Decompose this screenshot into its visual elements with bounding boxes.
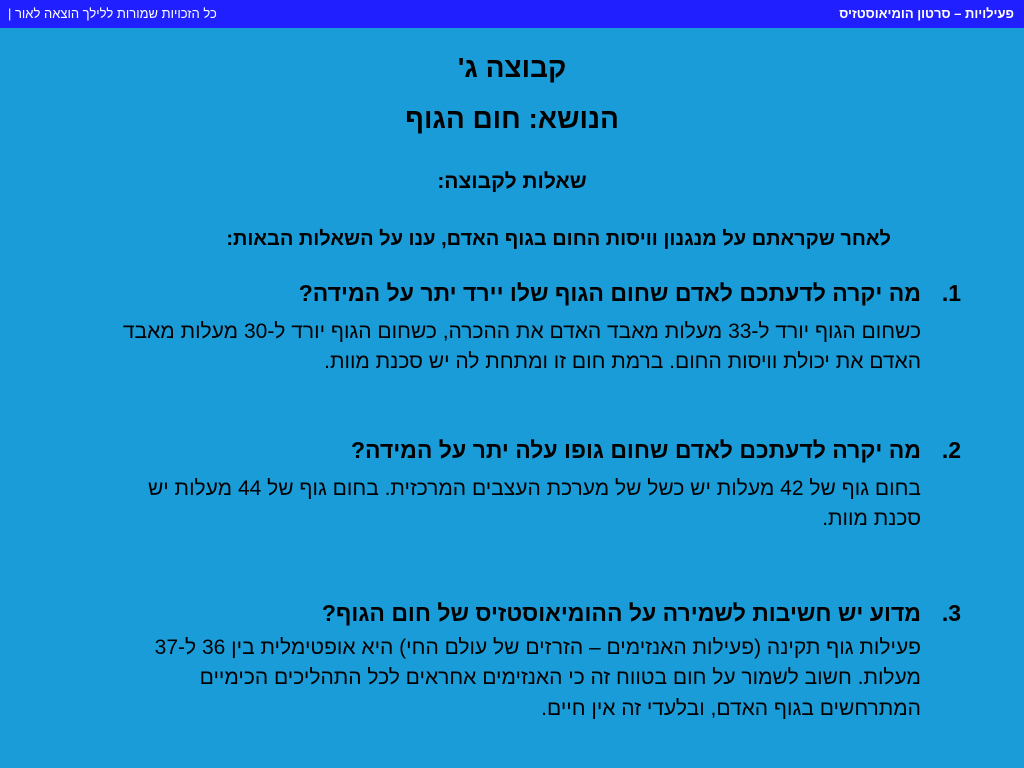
- question-item-3: [101, 600, 961, 724]
- question-text: מה יקרה לדעתכם לאדם שחום גופו עלה יתר על המידה?: [350, 437, 921, 463]
- question-item-2: [101, 437, 961, 535]
- top-bar: [0, 0, 1024, 28]
- answer-text: פעילות גוף תקינה (פעילות האנזימים – הזרזים של עולם החי) היא אופטימלית בין 36 ל-37 מעלות. חשוב לשמור על חום בטווח זה כי האנזימים אחראים לכל התהליכים הכימיים המתרחשים בגוף האדם, ובלעדי זה אין חיים.: [154, 636, 921, 720]
- topic-title: הנושא: חום הגוף: [405, 103, 619, 134]
- answer-text: בחום גוף של 42 מעלות יש כשל של מערכת העצבים המרכזית. בחום גוף של 44 מעלות יש סכנת מוות.: [147, 477, 921, 531]
- answer-text: כשחום הגוף יורד ל-33 מעלות מאבד האדם את ההכרה, כשחום הגוף יורד ל-30 מעלות מאבד האדם את יכולת וויסות החום. ברמת חום זו ומתחת לה יש סכנת מוות.: [122, 320, 921, 374]
- question-number: 1.: [941, 280, 961, 306]
- questions-heading: שאלות לקבוצה:: [437, 170, 587, 193]
- question-number: 2.: [941, 437, 961, 463]
- series-title: פעילויות – סרטון הומיאוסטזיס: [839, 6, 1014, 21]
- question-text: מדוע יש חשיבות לשמירה על ההומיאוסטזיס של חום הגוף?: [321, 600, 921, 626]
- question-text: מה יקרה לדעתכם לאדם שחום הגוף שלו יירד יתר על המידה?: [298, 280, 921, 306]
- intro-text: לאחר שקראתם על מנגנון וויסות החום בגוף האדם, ענו על השאלות הבאות:: [226, 228, 891, 250]
- copyright-text: כל הזכויות שמורות ללילך הוצאה לאור |: [8, 6, 217, 21]
- question-item-1: [101, 280, 961, 378]
- question-number: 3.: [941, 600, 961, 626]
- group-title: קבוצה ג': [457, 52, 567, 83]
